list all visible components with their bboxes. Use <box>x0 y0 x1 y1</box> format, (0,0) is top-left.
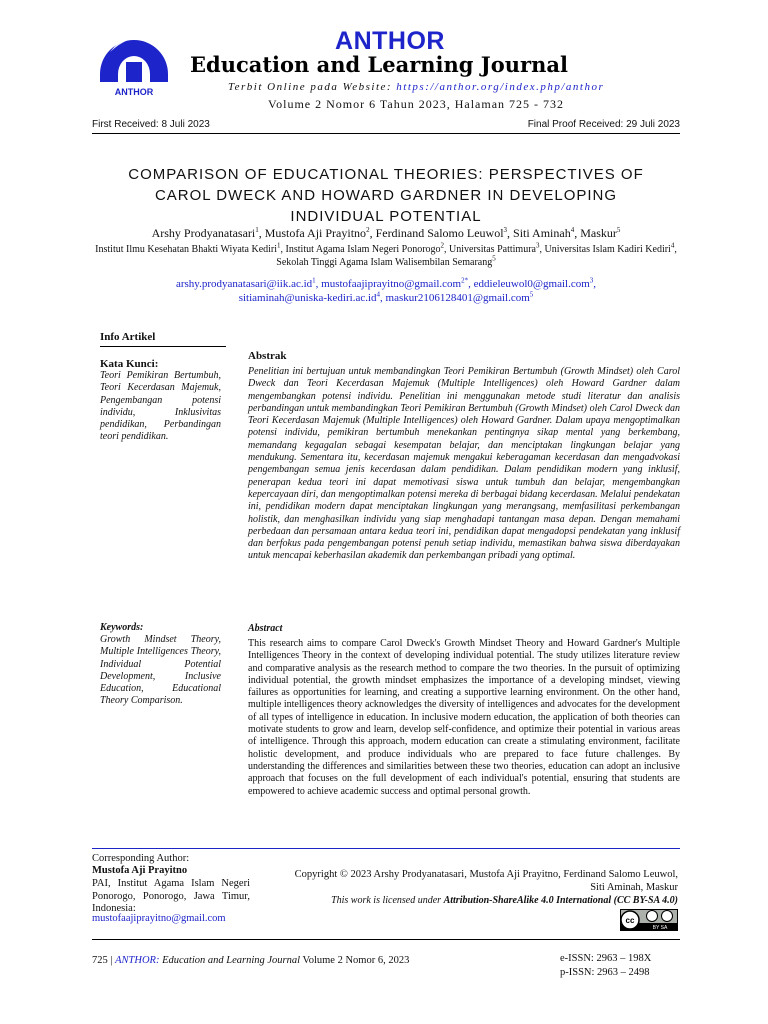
email-sup: 3 <box>589 276 594 285</box>
author-name: Mustofa Aji Prayitno <box>264 226 367 240</box>
abstract-heading: Abstract <box>248 623 283 634</box>
email-sup: 1 <box>312 276 316 285</box>
paper-title-line: INDIVIDUAL POTENTIAL <box>290 208 482 225</box>
author-email-link[interactable]: maskur2106128401@gmail.com <box>385 292 530 304</box>
cc-badge-label: BY SA <box>652 925 668 931</box>
affiliation: Institut Ilmu Kesehatan Bhakti Wiyata Kediri <box>95 244 278 255</box>
e-issn: e-ISSN: 2963 – 198X <box>560 953 652 964</box>
author-sup: 2 <box>366 226 370 234</box>
email-sup: 2* <box>461 276 469 285</box>
affiliation: Institut Agama Islam Negeri Ponorogo <box>285 244 441 255</box>
keywords-heading: Keywords: <box>100 622 144 633</box>
affiliation-sup: 2 <box>440 241 445 250</box>
author-sup: 4 <box>570 226 575 234</box>
issn-block <box>560 952 680 980</box>
license-prefix: This work is licensed under <box>331 895 444 906</box>
footer-divider <box>92 939 680 940</box>
kata-kunci-list: Teori Pemikiran Bertumbuh, Teori Kecerdasan Majemuk, Pengembangan potensi individu, Inklusivitas pendidikan, Perbandingan teori pendidikan. <box>100 370 221 443</box>
corresponding-divider <box>92 848 680 849</box>
paper-title <box>92 164 680 227</box>
copyright-text: Copyright © 2023 Arshy Prodyanatasari, Mustofa Aji Prayitno, Ferdinand Salomo Leuwol, Siti Aminah, Maskur <box>294 869 678 893</box>
affiliation-sup: 4 <box>670 241 675 250</box>
first-received: First Received: 8 Juli 2023 <box>92 119 210 130</box>
header-divider <box>92 133 680 134</box>
affiliation-list: Institut Ilmu Kesehatan Bhakti Wiyata Kediri$^1$, Institut Agama Islam Negeri Ponorogo$^2$, Universitas Pattimura$^3$, Universitas Islam Kadiri Kediri$^4$, Sekolah Tinggi Agama Islam Walisembilan Semarang$^5$ <box>95 241 677 268</box>
footer-volume: Volume 2 Nomor 6, 2023 <box>302 955 410 966</box>
journal-title: Education and Learning Journal <box>190 52 568 77</box>
corresponding-affiliation: PAI, Institut Agama Islam Negeri Ponorogo, Ponorogo, Jawa Timur, Indonesia: <box>92 878 250 914</box>
email-sup: 5 <box>529 290 534 299</box>
footer-separator: | <box>110 955 113 966</box>
svg-text:cc: cc <box>625 916 635 925</box>
corresponding-email-link[interactable]: mustofaajiprayitno@gmail.com <box>92 913 226 924</box>
corresponding-heading: Corresponding Author: <box>92 853 190 864</box>
affiliation-sup: 5 <box>492 254 496 263</box>
paper-title-line: COMPARISON OF EDUCATIONAL THEORIES: PERSPECTIVES OF <box>128 166 644 183</box>
license-name[interactable]: Attribution-ShareAlike 4.0 International (CC BY-SA 4.0) <box>443 895 678 906</box>
info-divider <box>100 346 226 347</box>
author-name: Arshy Prodyanatasari <box>151 226 256 240</box>
website-line <box>228 81 648 93</box>
volume-line: Volume 2 Nomor 6 Tahun 2023, Halaman 725 - 732 <box>268 97 565 111</box>
affiliation: Universitas Pattimura <box>449 244 536 255</box>
brand-name: ANTHOR <box>335 27 445 55</box>
footer-journal-short: ANTHOR: <box>115 955 160 966</box>
page-number: 725 <box>92 955 108 966</box>
email-sup: 4 <box>376 290 381 299</box>
author-email-link[interactable]: sitiaminah@uniska-kediri.ac.id <box>238 292 377 304</box>
author-name: Maskur <box>580 226 617 240</box>
final-proof-received: Final Proof Received: 29 Juli 2023 <box>527 119 680 130</box>
kata-kunci-heading: Kata Kunci: <box>100 358 159 370</box>
p-issn: p-ISSN: 2963 – 2498 <box>560 967 650 978</box>
author-sup: 1 <box>255 226 259 234</box>
logo-text: ANTHOR <box>114 87 154 97</box>
paper-title-line: CAROL DWECK AND HOWARD GARDNER IN DEVELOPING <box>154 187 618 204</box>
corresponding-name: Mustofa Aji Prayitno <box>92 865 188 876</box>
affiliation-sup: 3 <box>535 241 540 250</box>
website-link[interactable]: https://anthor.org/index.php/anthor <box>396 81 605 93</box>
footer-citation <box>92 955 409 966</box>
author-email-link[interactable]: mustofaajiprayitno@gmail.com <box>321 278 462 290</box>
author-email-link[interactable]: eddieleuwol0@gmail.com <box>473 278 590 290</box>
author-name: Siti Aminah <box>513 226 571 240</box>
email-list: $arshy.prodyanatasari@iik.ac.id^1$, mustofaajiprayitno@gmail.com$^{2*}$, eddieleuwol0@gmail.com$^3$, $sitiaminah@uniska-kediri.ac.id^4$, maskur2106128401@gmail.com$^5$ <box>175 276 597 304</box>
abstrak-heading: Abstrak <box>248 350 287 362</box>
author-list: Arshy Prodyanatasari$^1$, Mustofa Aji Prayitno$^2$, Ferdinand Salomo Leuwol$^3$, Siti Aminah$^4$, Maskur$^5$ <box>151 226 621 240</box>
keywords-list: Growth Mindset Theory, Multiple Intelligences Theory, Individual Potential Development, Inclusive Education, Educational Theory Comparison. <box>100 634 221 707</box>
info-artikel-heading: Info Artikel <box>100 331 156 343</box>
anthor-logo <box>90 22 178 98</box>
affiliation: Sekolah Tinggi Agama Islam Walisembilan Semarang <box>276 257 493 268</box>
abstract-text: This research aims to compare Carol Dweck's Growth Mindset Theory and Howard Gardner's Multiple Intelligences Theory in the context of developing individual potential. The study utilizes literature review and comparative analysis as the research method to compare the two theories. In the pursuit of optimizing individual potential, the growth mindset emphasizes the importance of a developing mindset, viewing failures as opportunities for learning, and creating a supportive learning environment. On the other hand, multiple intelligences theory acknowledges the diversity of intelligences and advocates for the development of all types of intelligence in education. In inclusive modern education, the application of both theories can motivate students to grow and learn, develop self-confidence, and optimize their potential in various areas of intelligence. Through this approach, modern education can create a stimulating environment, facilitate holistic development, and produce individuals who are prepared to face future challenges. By understanding the differences and similarities between these two theories, education can adopt an inclusive approach that focuses on the full development of each individual's potential, ensuring that students are empowered to achieve academic success and optimal personal growth. <box>248 638 680 797</box>
footer-journal-rest: Education and Learning Journal <box>159 955 301 966</box>
cc-by-sa-badge <box>620 909 678 931</box>
affiliation: Universitas Islam Kadiri Kediri <box>544 244 671 255</box>
license-line <box>250 895 678 906</box>
author-sup: 3 <box>503 226 508 234</box>
affiliation-sup: 1 <box>277 241 281 250</box>
abstrak-text: Penelitian ini bertujuan untuk membandingkan Teori Pemikiran Bertumbuh (Growth Mindset) oleh Carol Dweck dan Teori Kecerdasan Majemuk (Multiple Intelligences) oleh Howard Gardner dalam mengembangkan potensi individu. Penelitian ini menggunakan metode studi literatur dan analisis perbandingan untuk membandingkan Teori Pemikiran Bertumbuh (Growth Mindset) oleh Carol Dweck dan Teori Kecerdasan Majemuk (Multiple Intelligences) oleh Howard Gardner. Dalam upaya mengoptimalkan potensi individu, pemikiran bertumbuh menekankan pentingnya sikap mental yang berkembang, memandang kegagalan sebagai kesempatan belajar, dan menciptakan lingkungan belajar yang mendukung. Sementara itu, kecerdasan majemuk mengakui keberagaman kecerdasan dan mengadvokasi pengembangan semua jenis kecerdasan dalam pendidikan. Dalam pendidikan modern yang inklusif, penerapan kedua teori ini dapat memotivasi siswa untuk tumbuh dan belajar, mengembangkan kepercayaan diri, dan mengoptimalkan potensi mereka di berbagai bidang kecerdasan. Melalui pendekatan ini, pendidikan modern dapat menciptakan lingkungan yang merangsang, memfasilitasi perkembangan holistik, dan menghasilkan individu yang siap menghadapi tantangan masa depan. Dengan memahami perbedaan dan persamaan antara kedua teori ini, pendidikan dapat mengadopsi pendekatan yang inklusif dan berfokus pada pengembangan potensi penuh setiap individu, memastikan bahwa siswa diberdayakan untuk mencapai keberhasilan akademik dan perkembangan pribadi yang optimal. <box>248 366 680 562</box>
author-email-link[interactable]: arshy.prodyanatasari@iik.ac.id <box>175 278 313 290</box>
author-name: Ferdinand Salomo Leuwol <box>375 226 504 240</box>
author-sup: 5 <box>616 226 621 234</box>
website-prefix: Terbit Online pada Website: <box>228 81 397 93</box>
